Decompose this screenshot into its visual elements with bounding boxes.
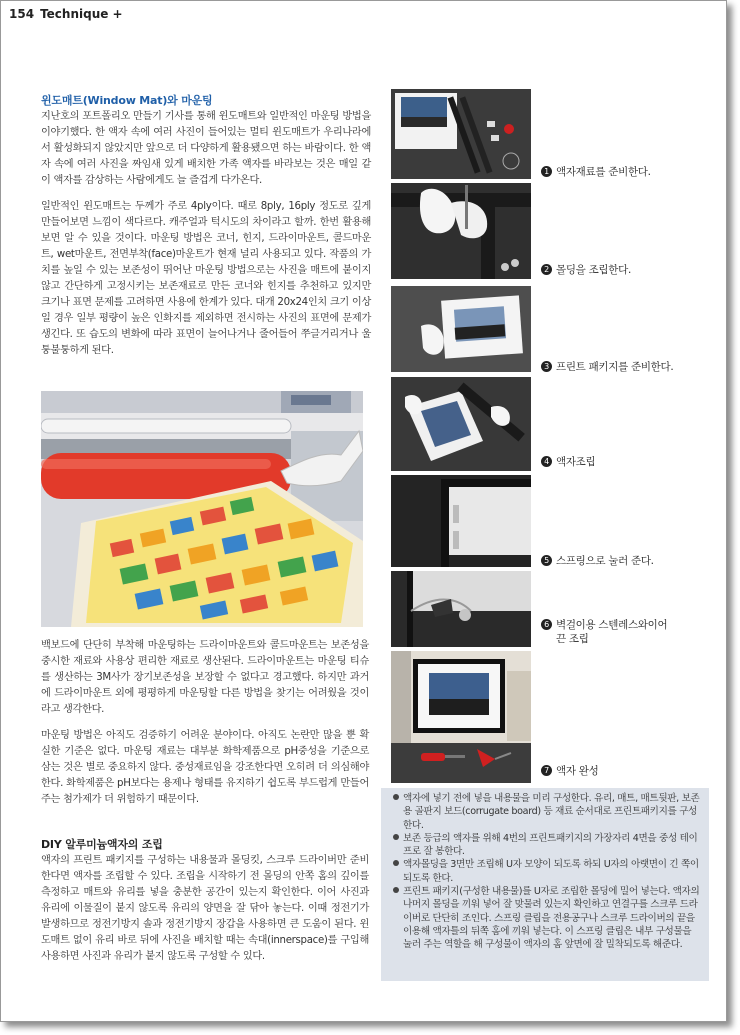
step-caption <box>541 618 667 646</box>
molding-assembly-image <box>391 183 531 279</box>
frame-assembly-image <box>391 377 531 471</box>
step-label: 액자재료를 준비한다. <box>556 166 651 178</box>
after-photo-text <box>41 638 369 818</box>
step-photo-1 <box>391 89 531 179</box>
section-title: Technique + <box>40 7 123 21</box>
step-number-badge: 4 <box>541 456 552 467</box>
body-paragraph: 백보드에 단단히 부착해 마운팅하는 드라이마운트와 콜드마운트는 보존성을 중시한 재료와 사용상 편리한 재료로 생산된다. 드라이마운트는 마운팅 티슈를 생산하는 3M사가 장기보존성을 보장할 수 없다고 경고했다. 하지만 과거에 드라이마운트 외에 평평하게 마운팅할 다른 방법을 찾기는 어려웠을 것이라고 생각한다. <box>41 640 369 715</box>
step-label: 몰딩을 조립한다. <box>556 264 631 276</box>
step-photo-7 <box>391 651 531 783</box>
section-diy-frame <box>41 837 369 975</box>
step-label: 액자조립 <box>556 456 596 468</box>
page-header <box>9 7 123 21</box>
step-photo-3 <box>391 286 531 372</box>
step-caption <box>541 263 631 277</box>
step-caption <box>541 360 673 374</box>
step-number-badge: 2 <box>541 264 552 275</box>
step-caption <box>541 165 651 179</box>
note-text: 보존 등급의 액자를 위해 4번의 프린트패키지의 가장자리 4면을 중성 테이프로 잘 봉한다. <box>403 832 698 858</box>
wire-hanger-image <box>391 571 531 647</box>
spring-clip-image <box>391 475 531 567</box>
step-number-badge: 1 <box>541 166 552 177</box>
step-caption <box>541 554 654 568</box>
step-number-badge: 3 <box>541 361 552 372</box>
finished-frame-image <box>391 651 531 783</box>
step-label: 액자 완성 <box>556 765 599 777</box>
step-photo-2 <box>391 183 531 279</box>
step-photo-6 <box>391 571 531 647</box>
step-number-badge: 5 <box>541 555 552 566</box>
step-label: 스프링으로 눌러 준다. <box>556 555 654 567</box>
step-photo-5 <box>391 475 531 567</box>
frame-materials-image <box>391 89 531 179</box>
print-package-image <box>391 286 531 372</box>
body-paragraph: 마운팅 방법은 아직도 검증하기 어려운 분야이다. 아직도 논란만 많을 뿐 확실한 기준은 없다. 마운팅 재료는 대부분 화학제품으로 pH중성을 기준으로 삼는 것은 별로 중요하지 않다. 중성재료임을 강조한다면 오히려 더 의심해야 한다. 화학제품은 pH보다는 용제나 형태를 유지하기 쉽도록 부드럽게 만들어 주는 첨가제가 더 위험하기 때문이다. <box>41 730 369 805</box>
note-item <box>393 885 701 951</box>
note-text: 액자에 넣기 전에 넣을 내용물을 미리 구성한다. 유리, 매트, 매트뒷판, 보존용 골판지 보드(corrugate board) 등 재료 순서대로 프린트패키지를 구성한다. <box>403 793 700 831</box>
laminator-illustration <box>41 391 363 627</box>
note-text: 액자몰딩을 3면만 조립해 U자 모양이 되도록 하되 U자의 아랫면이 긴 쪽이 되도록 한다. <box>403 859 699 884</box>
note-item <box>393 792 701 832</box>
step-label: 벽걸이용 스텐레스와이어 <box>556 619 668 631</box>
note-item <box>393 832 701 859</box>
step-label: 프린트 패키지를 준비한다. <box>556 361 674 373</box>
body-paragraph: 지난호의 포트폴리오 만들기 기사를 통해 윈도매트와 일반적인 마운팅 방법을 이야기했다. 한 액자 속에 여러 사진이 들어있는 멀티 윈도매트가 우리나라에서 활성화되지 않았지만 앞으로 더 다양하게 활용됐으면 하는 바람이다. 한 액자 속에 여러 사진을 짜임새 있게 배치한 가족 액자를 바라보는 것은 매일 같이 액자를 감상하는 사람에게도 늘 즐겁게 다가온다. <box>41 111 371 186</box>
body-paragraph: 액자의 프린트 패키지를 구성하는 내용물과 몰딩킷, 스크루 드라이버만 준비한다면 액자를 조립할 수 있다. 조립을 시작하기 전 몰딩의 안쪽 홈의 깊이를 측정하고 매트와 유리를 넣을 충분한 공간이 있는지 확인한다. 이어 사진과 유리에 이물질이 붙지 않도록 유리의 양면을 잘 닦아 놓는다. 이때 정전기가 발생하므로 정전기방지 솔과 정전기방지 장갑을 사용하면 큰 도움이 된다. 윈도매트 없이 유리 바로 뒤에 사진을 배치할 때는 속대(innerspace)를 구입해 사용하면 사진과 유리가 붙지 않도록 구성할 수 있다. <box>41 855 369 962</box>
body-paragraph: 일반적인 윈도매트는 두께가 주로 4ply이다. 때로 8ply, 16ply 정도로 깊게 만들어보면 느낌이 색다르다. 캐주얼과 턱시도의 차이라고 할까. 한번 활용해 보면 알 수 있을 것이다. 마운팅 방법은 코너, 힌지, 드라이마운트, 콜드마운트, wet마운트, 전면부착(face)마운트가 현재 널리 사용되고 있다. 작품의 가치를 높일 수 있는 보존성이 뛰어난 마운팅 방법으로는 사진을 매트에 붙이지 않고 간단하게 고정시키는 보존재료로 만든 코너와 힌지를 추천하고 있지만 크기나 표면 문제를 고려하면 사용에 한계가 있다. 대개 20x24인치 크기 이상일 경우 일부 평량이 높은 인화지를 제외하면 전시하는 사진의 표면에 문제가 생긴다. 또 습도의 변화에 따라 표면이 늘어나거나 줄어들어 쭈글거리거나 울퉁불퉁하게 된다. <box>41 201 371 356</box>
laminator-photo <box>41 391 363 627</box>
assembly-notes-box <box>381 788 709 981</box>
section-heading-window-mat: 윈도매트(Window Mat)와 마운팅 <box>41 94 213 107</box>
page-number: 154 <box>9 7 35 21</box>
bullet-icon <box>393 887 399 893</box>
note-text: 프린트 패키지(구성한 내용물)를 U자로 조립한 몰딩에 밀어 넣는다. 액자의 나머지 몰딩을 끼워 넣어 잘 맞물려 있는지 확인하고 연결구를 스크루 드라이버로 단단히 조인다. 스프링 클립을 전용공구나 스크루 드라이버의 끝을 이용해 액자틀의 뒤쪽 홈에 끼워 넣는다. 이 스프링 클립은 내부 구성물을 눌러 주는 역할을 해 구성물이 액자의 홈 앞면에 잘 밀착되도록 해준다. <box>403 886 700 951</box>
step-caption <box>541 455 595 469</box>
bullet-icon <box>393 860 399 866</box>
bullet-icon <box>393 794 399 800</box>
bullet-icon <box>393 834 399 840</box>
step-label-continued: 끈 조립 <box>556 633 589 645</box>
note-item <box>393 858 701 885</box>
step-photo-4 <box>391 377 531 471</box>
step-number-badge: 7 <box>541 765 552 776</box>
section-window-mat <box>41 93 371 369</box>
step-number-badge: 6 <box>541 619 552 630</box>
step-caption <box>541 764 598 778</box>
section-heading-diy-frame: DIY 알루미늄액자의 조립 <box>41 838 163 851</box>
